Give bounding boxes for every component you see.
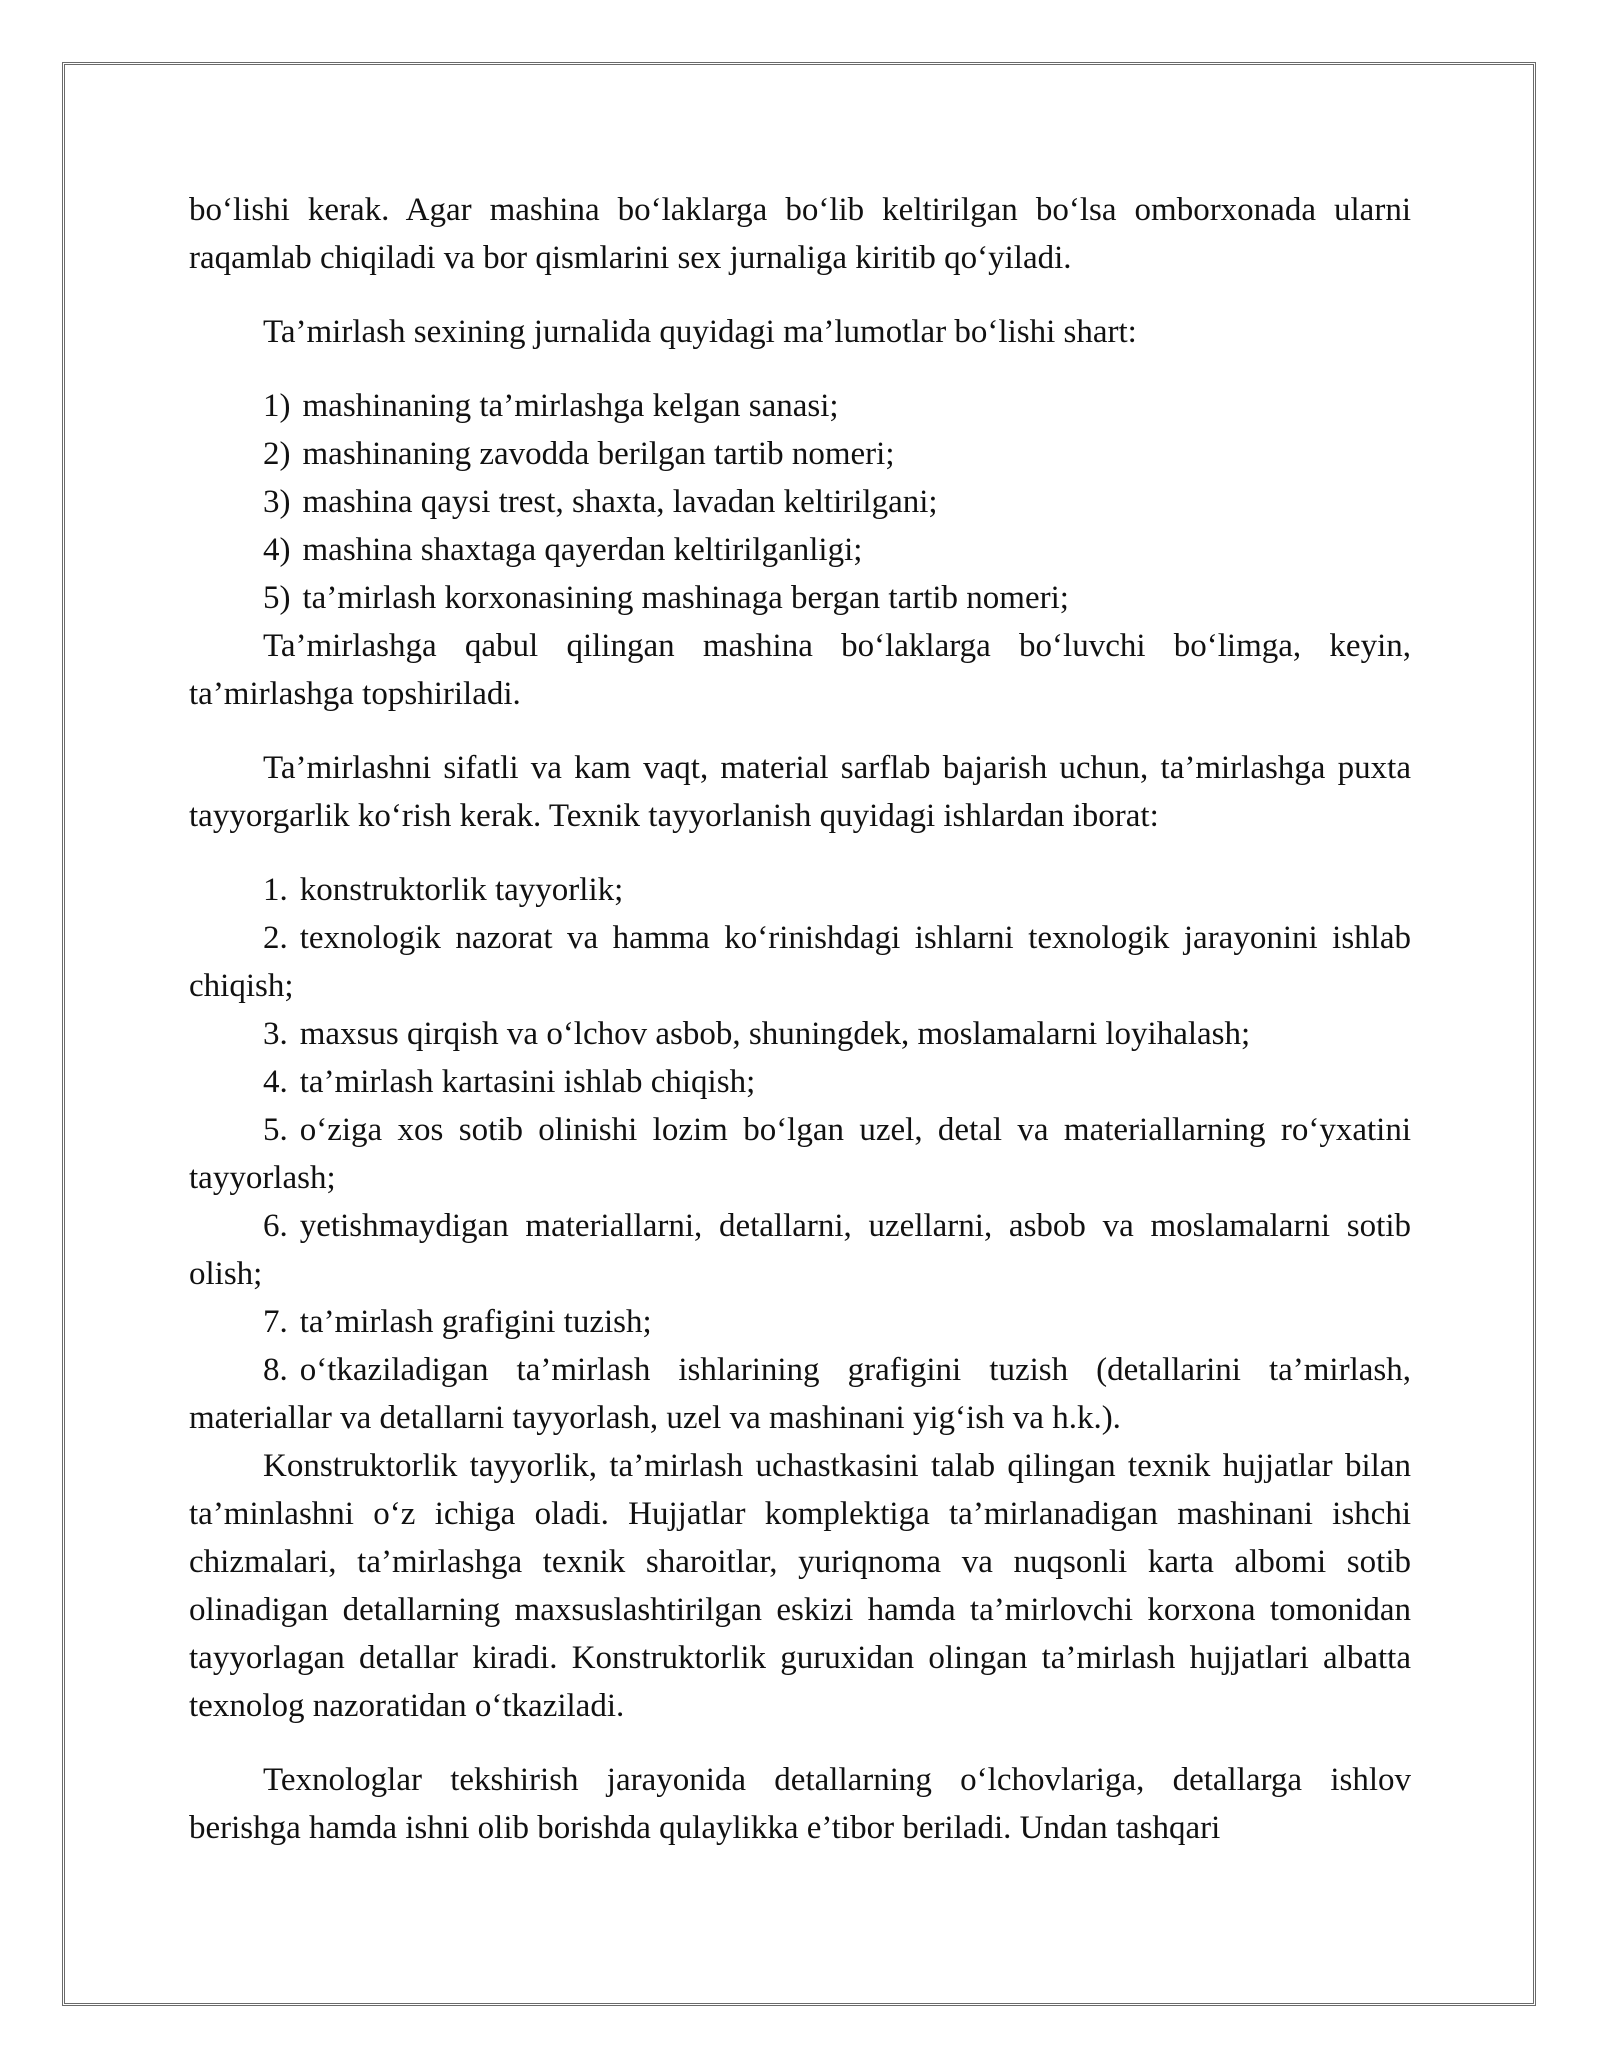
paragraph-journal-intro: Ta’mirlash sexining jurnalida quyidagi ma’lumotlar bo‘lishi shart: xyxy=(263,314,1137,350)
list-text: o‘tkaziladigan ta’mirlash ishlarining grafigini tuzish (detallarini ta’mirlash, materiallar va detallarni tayyorlash, uzel va mashinani yig‘ish va h.k.). xyxy=(189,1352,1411,1436)
list-item xyxy=(189,382,1411,430)
list-text: ta’mirlash kartasini ishlab chiqish; xyxy=(299,1064,756,1100)
paragraph-continuation: bo‘lishi kerak. Agar mashina bo‘laklarga bo‘lib keltirilgan bo‘lsa omborxonada ularni raqamlab chiqiladi va bor qismlarini sex jurnaliga kiritib qo‘yiladi. xyxy=(189,192,1411,276)
preparation-list xyxy=(189,866,1411,1442)
document-body xyxy=(189,186,1411,1852)
list-number: 1) xyxy=(263,388,291,424)
list-text: ta’mirlash grafigini tuzish; xyxy=(299,1304,652,1340)
list-item xyxy=(189,430,1411,478)
list-item xyxy=(189,866,1411,914)
list-text: o‘ziga xos sotib olinishi lozim bo‘lgan uzel, detal va materiallarning ro‘yxatini tayyorlash; xyxy=(189,1112,1411,1196)
list-item xyxy=(189,1106,1411,1202)
journal-list xyxy=(189,382,1411,622)
list-text: konstruktorlik tayyorlik; xyxy=(299,872,624,908)
list-item xyxy=(189,1202,1411,1298)
paragraph-preparation-intro: Ta’mirlashni sifatli va kam vaqt, material sarflab bajarish uchun, ta’mirlashga puxta tayyorgarlik ko‘rish kerak. Texnik tayyorlanish quyidagi ishlardan iborat: xyxy=(189,750,1411,834)
list-number: 8. xyxy=(263,1352,288,1388)
list-item xyxy=(189,1298,1411,1346)
list-number: 7. xyxy=(263,1304,288,1340)
list-number: 1. xyxy=(263,872,288,908)
list-number: 4. xyxy=(263,1064,288,1100)
paragraph-technologists: Texnologlar tekshirish jarayonida detallarning o‘lchovlariga, detallarga ishlov berishga hamda ishni olib borishda qulaylikka e’tibor beriladi. Undan tashqari xyxy=(189,1762,1411,1846)
list-text: mashinaning ta’mirlashga kelgan sanasi; xyxy=(302,388,839,424)
list-text: ta’mirlash korxonasining mashinaga bergan tartib nomeri; xyxy=(302,580,1069,616)
list-item xyxy=(189,1058,1411,1106)
list-text: mashina shaxtaga qayerdan keltirilganligi; xyxy=(302,532,863,568)
list-text: mashinaning zavodda berilgan tartib nomeri; xyxy=(302,436,895,472)
list-text: maxsus qirqish va o‘lchov asbob, shuningdek, moslamalarni loyihalash; xyxy=(299,1016,1251,1052)
list-number: 6. xyxy=(263,1208,288,1244)
list-text: texnologik nazorat va hamma ko‘rinishdagi ishlarni texnologik jarayonini ishlab chiqish; xyxy=(189,920,1411,1004)
list-item xyxy=(189,1010,1411,1058)
list-item xyxy=(189,914,1411,1010)
list-number: 5) xyxy=(263,580,291,616)
list-item xyxy=(189,478,1411,526)
paragraph-repair-handover: Ta’mirlashga qabul qilingan mashina bo‘laklarga bo‘luvchi bo‘limga, keyin, ta’mirlashga topshiriladi. xyxy=(189,628,1411,712)
list-item xyxy=(189,526,1411,574)
list-number: 3) xyxy=(263,484,291,520)
list-number: 2) xyxy=(263,436,291,472)
list-item xyxy=(189,574,1411,622)
list-text: yetishmaydigan materiallarni, detallarni, uzellarni, asbob va moslamalarni sotib olish; xyxy=(189,1208,1411,1292)
list-number: 3. xyxy=(263,1016,288,1052)
list-number: 2. xyxy=(263,920,288,956)
list-item xyxy=(189,1346,1411,1442)
list-number: 4) xyxy=(263,532,291,568)
paragraph-design-preparation: Konstruktorlik tayyorlik, ta’mirlash uchastkasini talab qilingan texnik hujjatlar bilan ta’minlashni o‘z ichiga oladi. Hujjatlar komplektiga ta’mirlanadigan mashinani ishchi chizmalari, ta’mirlashga texnik sharoitlar, yuriqnoma va nuqsonli karta albomi sotib olinadigan detallarning maxsuslashtirilgan eskizi hamda ta’mirlovchi korxona tomonidan tayyorlagan detallar kiradi. Konstruktorlik guruxidan olingan ta’mirlash hujjatlari albatta texnolog nazoratidan o‘tkaziladi. xyxy=(189,1448,1411,1724)
list-text: mashina qaysi trest, shaxta, lavadan keltirilgani; xyxy=(302,484,938,520)
list-number: 5. xyxy=(263,1112,288,1148)
